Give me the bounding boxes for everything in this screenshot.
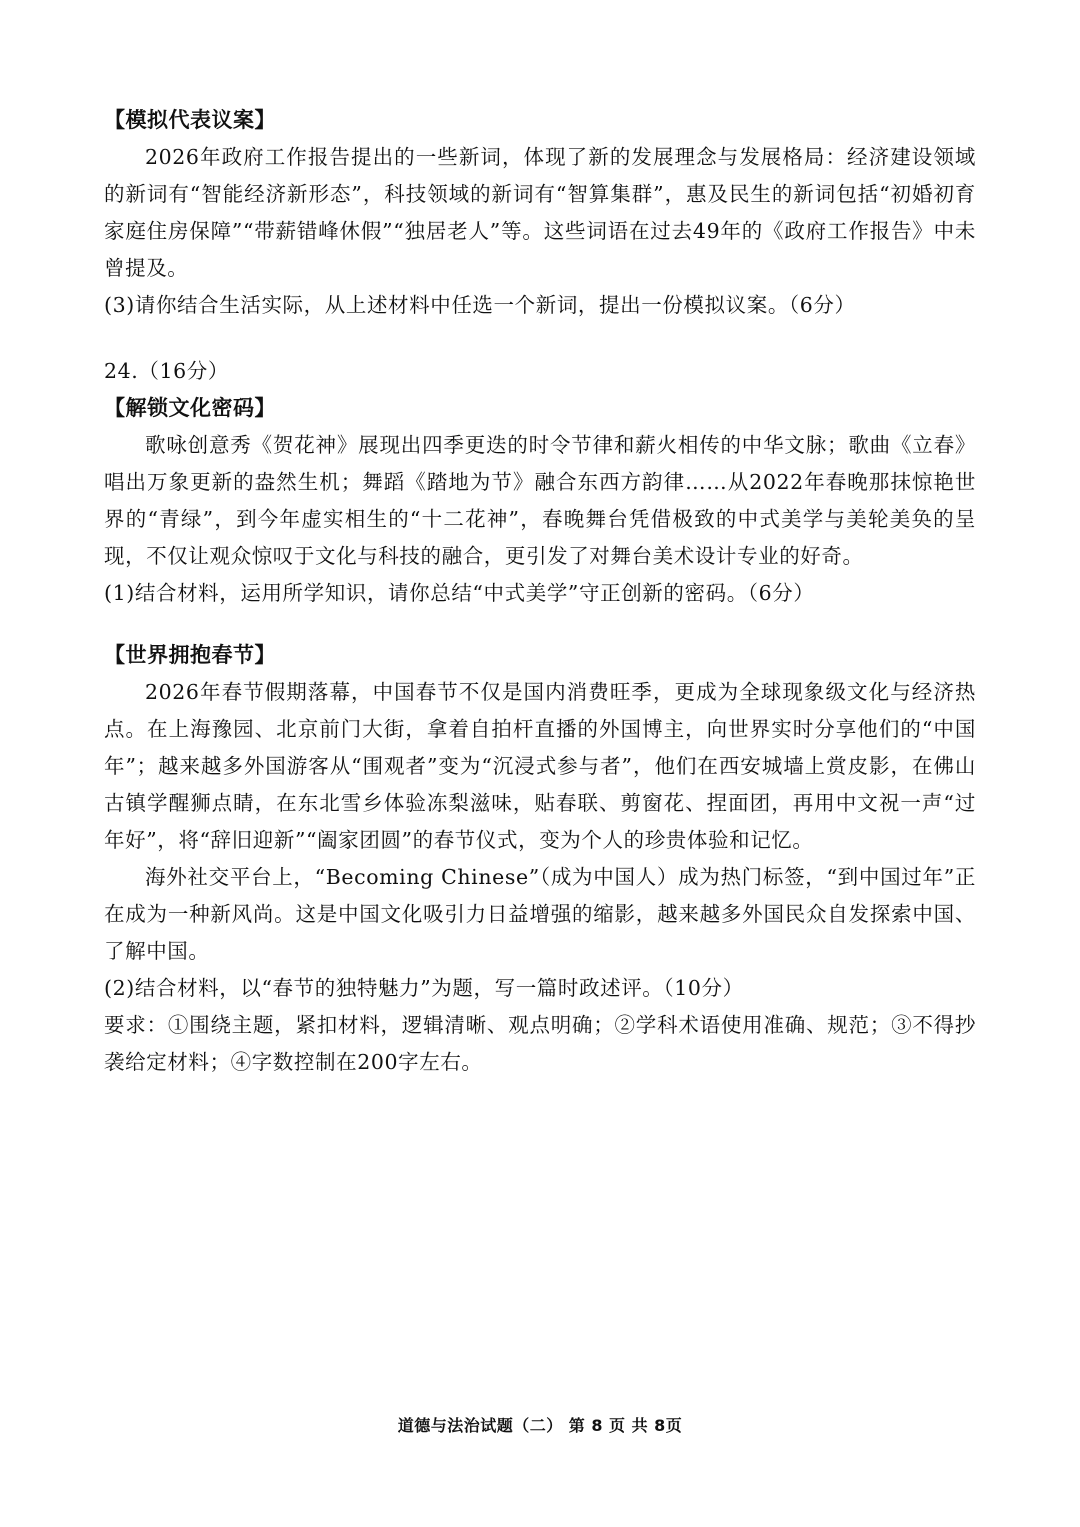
exam-page-content: [104, 102, 976, 1081]
mock-proposal-material: 2026年政府工作报告提出的一些新词，体现了新的发展理念与发展格局：经济建设领域的新词有“智能经济新形态”，科技领域的新词有“智算集群”，惠及民生的新词包括“初婚初育家庭住房保障”“带薪错峰休假”“独居老人”等。这些词语在过去49年的《政府工作报告》中未曾提及。: [104, 145, 976, 280]
culture-code-material: 歌咏创意秀《贺花神》展现出四季更迭的时令节律和薪火相传的中华文脉；歌曲《立春》唱出万象更新的盎然生机；舞蹈《踏地为节》融合东西方韵律……从2022年春晚那抹惊艳世界的“青绿”，到今年虚实相生的“十二花神”，春晚舞台凭借极致的中式美学与美轮美奂的呈现，不仅让观众惊叹于文化与科技的融合，更引发了对舞台美术设计专业的好奇。: [104, 433, 976, 568]
question-3: (3)请你结合生活实际，从上述材料中任选一个新词，提出一份模拟议案。（6分）: [104, 293, 856, 317]
question-24-2: (2)结合材料，以“春节的独特魅力”为题，写一篇时政述评。（10分）: [104, 976, 744, 1000]
section-heading-mock-proposal: 【模拟代表议案】: [104, 108, 276, 132]
question-24-1: (1)结合材料，运用所学知识，请你总结“中式美学”守正创新的密码。（6分）: [104, 581, 815, 605]
spacer: [104, 612, 976, 637]
essay-requirements: 要求：①围绕主题，紧扣材料，逻辑清晰、观点明确；②学科术语使用准确、规范；③不得抄袭给定材料；④字数控制在200字左右。: [104, 1013, 976, 1074]
section-heading-culture-code: 【解锁文化密码】: [104, 396, 276, 420]
section-heading-world-embraces-spring-festival: 【世界拥抱春节】: [104, 643, 276, 667]
spring-festival-material-1: 2026年春节假期落幕，中国春节不仅是国内消费旺季，更成为全球现象级文化与经济热点。在上海豫园、北京前门大街，拿着自拍杆直播的外国博主，向世界实时分享他们的“中国年”；越来越多外国游客从“围观者”变为“沉浸式参与者”，他们在西安城墙上赏皮影，在佛山古镇学醒狮点睛，在东北雪乡体验冻梨滋味，贴春联、剪窗花、捏面团，再用中文祝一声“过年好”，将“辞旧迎新”“阖家团圆”的春节仪式，变为个人的珍贵体验和记忆。: [104, 680, 976, 852]
spacer: [104, 324, 976, 353]
spring-festival-material-2: 海外社交平台上，“Becoming Chinese”（成为中国人）成为热门标签，“到中国过年”正在成为一种新风尚。这是中国文化吸引力日益增强的缩影，越来越多外国民众自发探索中国、了解中国。: [104, 865, 976, 963]
page-footer: 道德与法治试题（二） 第 8 页 共 8页: [397, 1416, 683, 1435]
question-24-title: 24.（16分）: [104, 359, 229, 383]
